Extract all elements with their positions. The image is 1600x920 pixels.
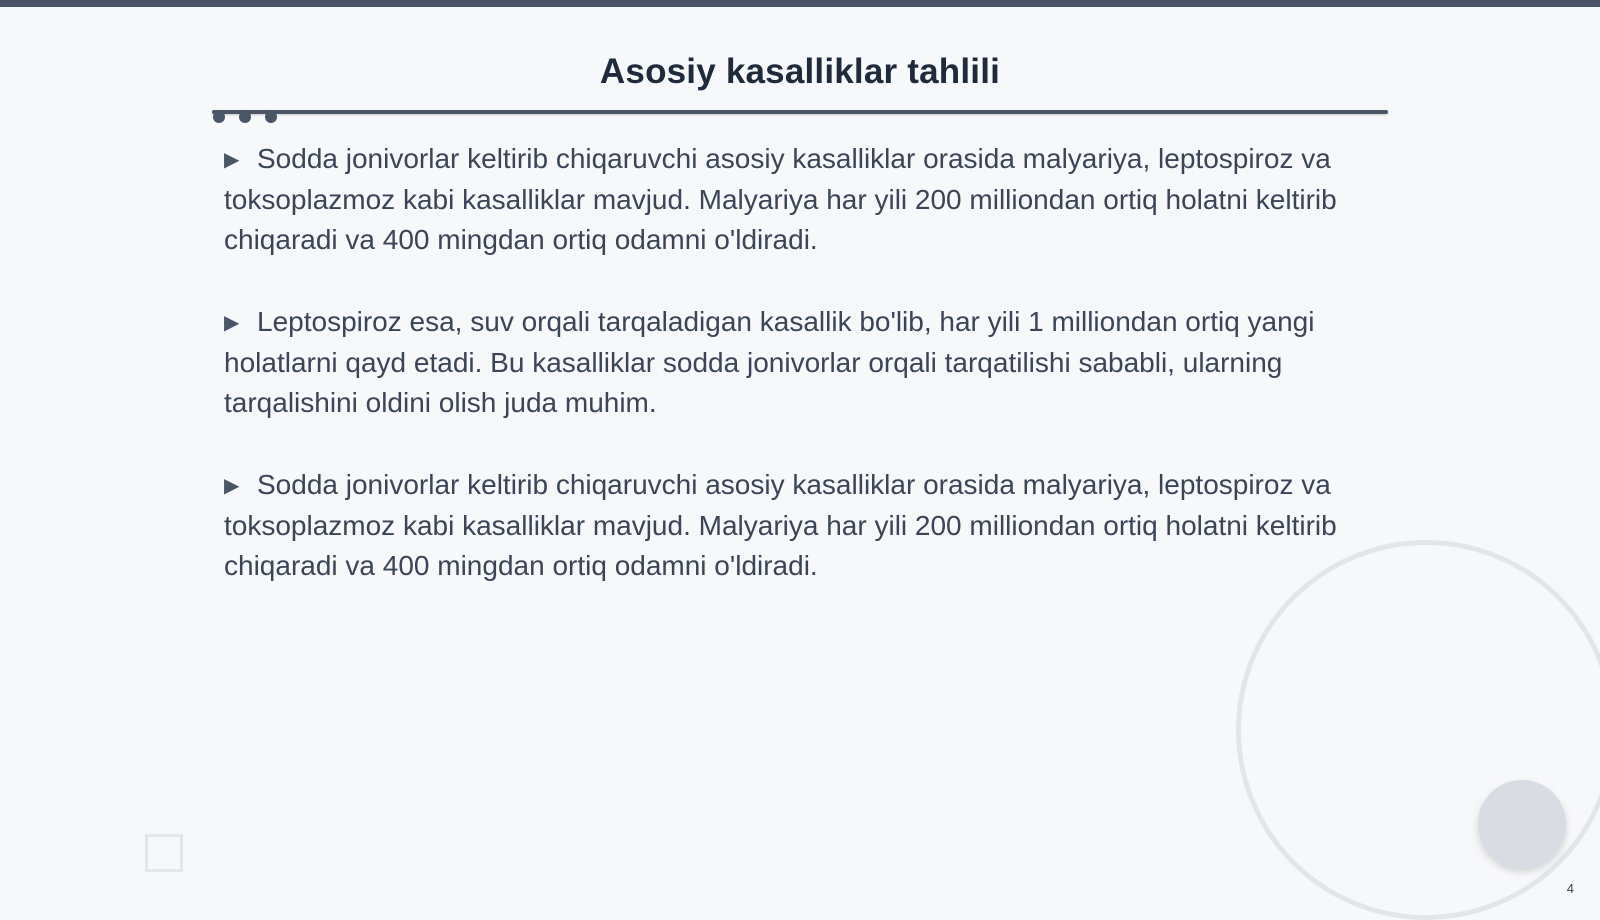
bullet-paragraph	[224, 465, 1384, 586]
slide-body	[224, 139, 1384, 628]
underline-dot	[239, 111, 251, 123]
underline-dot	[265, 111, 277, 123]
triangle-bullet-icon: ▶	[224, 149, 240, 171]
triangle-bullet-icon: ▶	[224, 475, 240, 497]
decorative-ring	[1236, 540, 1600, 920]
paragraph-text: Sodda jonivorlar keltirib chiqaruvchi asosiy kasalliklar orasida malyariya, leptospiroz va toksoplazmoz kabi kasalliklar mavjud. Malyariya har yili 200 milliondan ortiq holatni keltirib chiqaradi va 400 mingdan ortiq odamni o'ldiradi.	[224, 469, 1337, 581]
underline-dot	[213, 111, 225, 123]
decorative-disc	[1478, 780, 1566, 868]
decorative-square	[145, 834, 183, 872]
bullet-paragraph	[224, 139, 1384, 260]
slide-title: Asosiy kasalliklar tahlili	[599, 52, 1001, 91]
paragraph-text: Leptospiroz esa, suv orqali tarqaladigan kasallik bo'lib, har yili 1 milliondan ortiq yangi holatlarni qayd etadi. Bu kasalliklar sodda jonivorlar orqali tarqatilishi sababli, ularning tarqalishini oldini olish juda muhim.	[224, 306, 1315, 418]
top-accent-bar	[0, 0, 1600, 7]
paragraph-text: Sodda jonivorlar keltirib chiqaruvchi asosiy kasalliklar orasida malyariya, leptospiroz va toksoplazmoz kabi kasalliklar mavjud. Malyariya har yili 200 milliondan ortiq holatni keltirib chiqaradi va 400 mingdan ortiq odamni o'ldiradi.	[224, 143, 1337, 255]
page-number: 4	[1566, 881, 1574, 896]
title-underline	[212, 110, 1388, 114]
bullet-paragraph	[224, 302, 1384, 423]
triangle-bullet-icon: ▶	[224, 312, 240, 334]
